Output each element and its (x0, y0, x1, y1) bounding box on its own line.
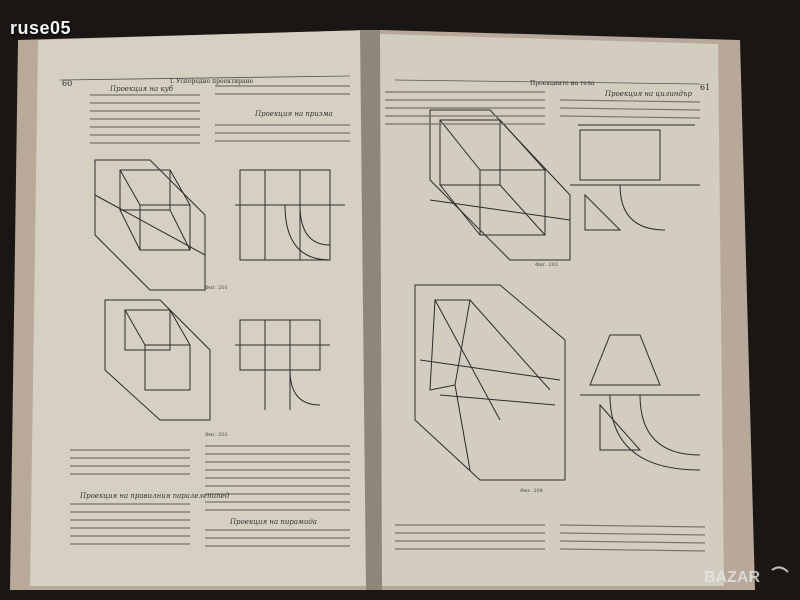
right-page (380, 34, 724, 586)
watermark: ruse05 (10, 18, 72, 38)
figure-label-204: Фиг. 204 (520, 488, 543, 494)
right-running-head: Проекциите на тела (530, 80, 595, 87)
left-running-head: I. Успоредно проектиране (170, 78, 254, 85)
figure-label-202: Фиг. 202 (205, 432, 228, 438)
right-page-number: 61 (700, 83, 711, 92)
left-section-title-3: Проекция на правилния паралелепипед (80, 492, 230, 500)
left-section-title-4: Проекция на пирамида (230, 518, 317, 526)
svg-text:BAZAR: BAZAR (704, 569, 760, 586)
left-page-number: 60 (62, 79, 73, 88)
left-section-title: Проекция на куб (110, 85, 173, 93)
bazar-logo (702, 562, 792, 590)
right-section-title: Проекция на цилиндър (605, 90, 692, 98)
figure-label-203: Фиг. 203 (535, 262, 558, 268)
left-section-title-2: Проекция на призма (255, 110, 333, 118)
figure-label-201: Фиг. 201 (205, 285, 228, 291)
